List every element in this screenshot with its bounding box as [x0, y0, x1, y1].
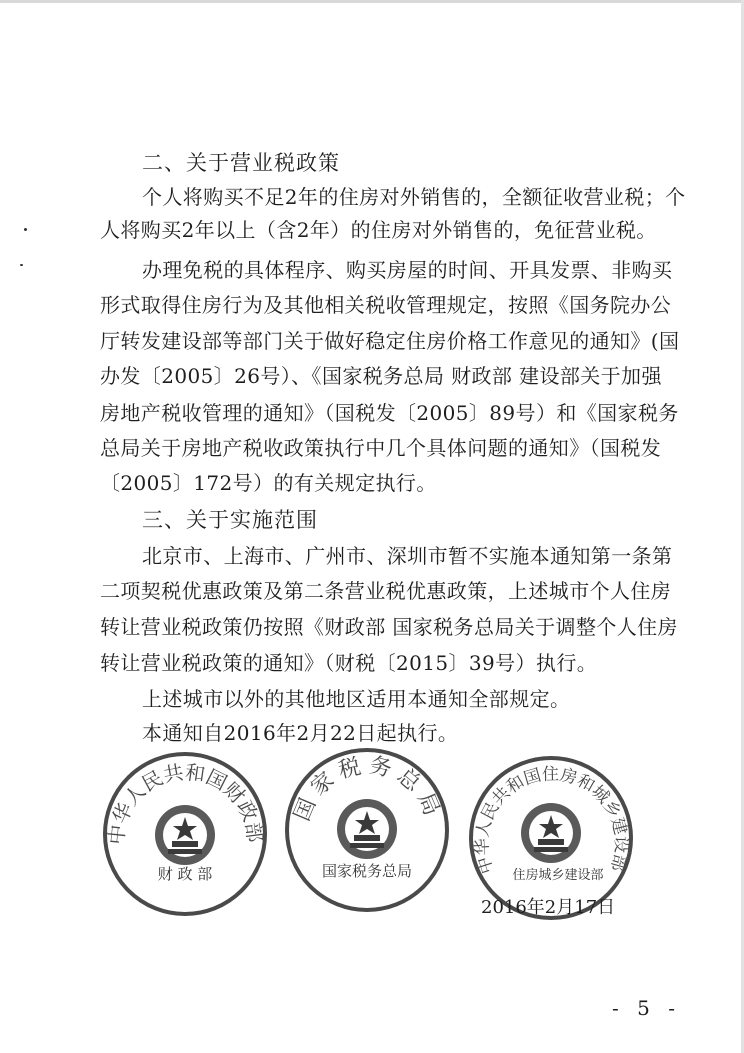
- body-line: 办发〔2005〕26号）、《国家税务总局 财政部 建设部关于加强: [100, 364, 662, 388]
- body-line: 总局关于房地产税收政策执行中几个具体问题的通知》（国税发: [100, 436, 662, 460]
- seal-ring-text: 中华人民共和国财政部: [103, 759, 268, 846]
- state-taxation-administration-seal: [282, 745, 452, 915]
- body-line: 北京市、上海市、广州市、深圳市暂不实施本通知第一条第: [142, 544, 673, 568]
- scan-speck: [24, 228, 27, 231]
- body-line: 二项契税优惠政策及第二条营业税优惠政策，上述城市个人住房: [100, 579, 672, 603]
- body-line: 厅转发建设部等部门关于做好稳定住房价格工作意见的通知》(国: [100, 329, 680, 353]
- page-number: - 5 -: [612, 996, 681, 1020]
- body-line: 形式取得住房行为及其他相关税收管理规定，按照《国务院办公: [100, 293, 672, 317]
- scan-edge: [0, 0, 744, 3]
- scan-speck: [20, 264, 23, 266]
- body-line: 个人将购买不足2年的住房对外销售的，全额征收营业税；个: [142, 185, 686, 209]
- section-heading: 二、关于营业税政策: [142, 151, 340, 175]
- body-line: 本通知自2016年2月22日起执行。: [142, 721, 459, 745]
- seal-ring-text: 国家税务总局: [289, 752, 447, 825]
- ministry-of-finance-seal: [100, 749, 270, 919]
- body-line: 办理免税的具体程序、购买房屋的时间、开具发票、非购买: [142, 258, 673, 282]
- body-line: 转让营业税政策仍按照《财政部 国家税务总局关于调整个人住房: [100, 615, 678, 639]
- seal-label: 住房城乡建设部: [512, 868, 604, 883]
- body-line: 转让营业税政策的通知》（财税〔2015〕39号）执行。: [100, 651, 598, 675]
- national-emblem-icon: [521, 803, 581, 863]
- body-line: 〔2005〕172号）的有关规定执行。: [100, 471, 437, 495]
- seal-label: 国家税务总局: [321, 862, 413, 880]
- section-heading: 三、关于实施范围: [142, 508, 318, 532]
- document-date: 2016年2月17日: [481, 897, 616, 918]
- national-emblem-icon: [337, 799, 397, 859]
- seal-label: 财 政 部: [157, 865, 213, 883]
- body-line: 人将购买2年以上（含2年）的住房对外销售的，免征营业税。: [100, 218, 657, 242]
- national-emblem-icon: [155, 805, 215, 865]
- body-line: 房地产税收管理的通知》（国税发〔2005〕89号）和《国家税务: [100, 401, 679, 425]
- body-line: 上述城市以外的其他地区适用本通知全部规定。: [142, 687, 571, 711]
- seal-ring-text: 中华人民共和国住房和城乡建设部: [472, 764, 631, 877]
